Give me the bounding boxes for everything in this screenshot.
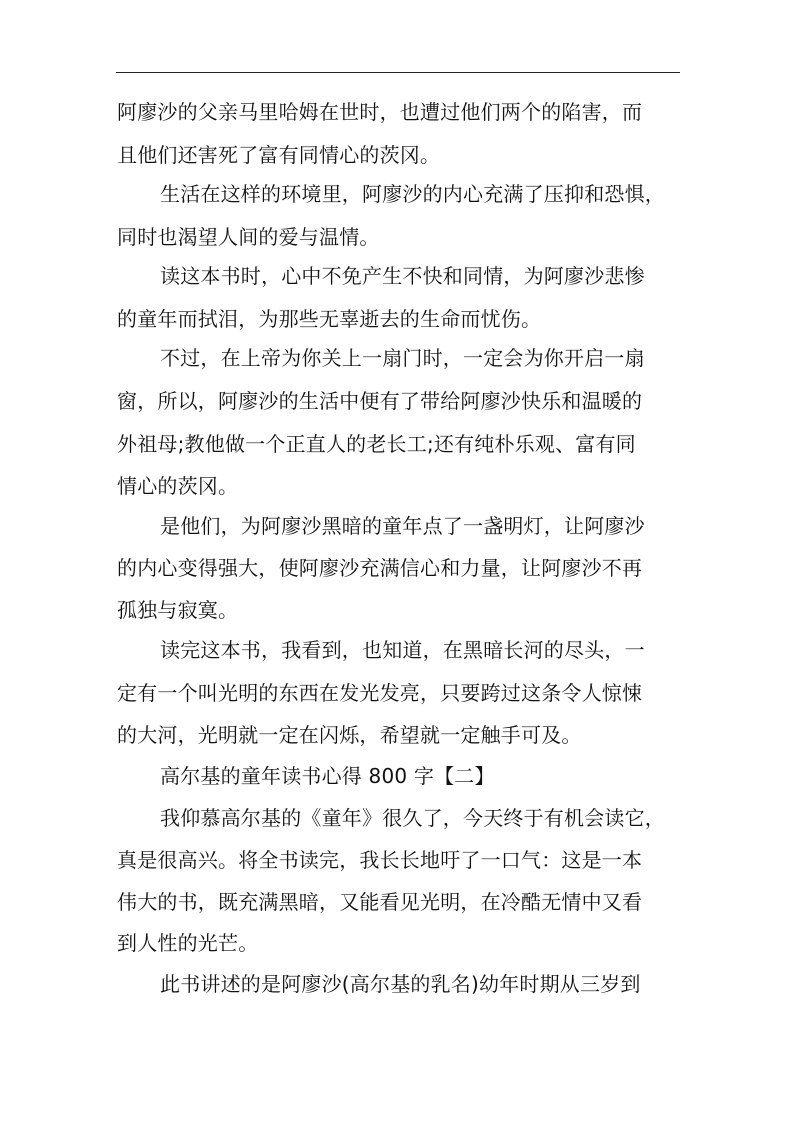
text-line: 定有一个叫光明的东西在发光发亮，只要跨过这条令人惊悚 <box>117 681 643 705</box>
text-line: 孤独与寂寞。 <box>117 598 239 622</box>
text-line: 真是很高兴。将全书读完，我长长地吁了一口气：这是一本 <box>117 848 643 872</box>
header-rule <box>116 72 680 73</box>
text-line: 的内心变得强大，使阿廖沙充满信心和力量，让阿廖沙不再 <box>117 556 643 580</box>
text-line: 阿廖沙的父亲马里哈姆在世时，也遭过他们两个的陷害，而 <box>117 100 643 124</box>
text-line: 读这本书时，心中不免产生不快和同情，为阿廖沙悲惨 <box>160 264 645 288</box>
text-line: 读完这本书，我看到，也知道，在黑暗长河的尽头，一 <box>160 638 645 662</box>
text-line: 外祖母;教他做一个正直人的老长工;还有纯朴乐观、富有同 <box>117 432 636 456</box>
text-line: 是他们，为阿廖沙黑暗的童年点了一盏明灯，让阿廖沙 <box>160 514 645 538</box>
section-heading: 高尔基的童年读书心得 800 字【二】 <box>160 764 495 788</box>
text-line: 此书讲述的是阿廖沙(高尔基的乳名)幼年时期从三岁到 <box>160 972 641 996</box>
text-line: 伟大的书，既充满黑暗，又能看见光明，在冷酷无情中又看 <box>117 890 643 914</box>
text-line: 窗，所以，阿廖沙的生活中便有了带给阿廖沙快乐和温暖的 <box>117 389 643 413</box>
text-line: 同时也渴望人间的爱与温情。 <box>117 225 380 249</box>
text-line: 到人性的光芒。 <box>117 931 259 955</box>
text-line: 不过，在上帝为你关上一扇门时，一定会为你开启一扇 <box>160 346 645 370</box>
text-line: 生活在这样的环境里，阿廖沙的内心充满了压抑和恐惧， <box>160 182 665 206</box>
text-line: 且他们还害死了富有同情心的茨冈。 <box>117 143 441 167</box>
text-line: 我仰慕高尔基的《童年》很久了，今天终于有机会读它， <box>160 806 665 830</box>
text-line: 情心的茨冈。 <box>117 474 239 498</box>
text-line: 的大河，光明就一定在闪烁，希望就一定触手可及。 <box>117 723 582 747</box>
text-line: 的童年而拭泪，为那些无辜逝去的生命而忧伤。 <box>117 307 542 331</box>
